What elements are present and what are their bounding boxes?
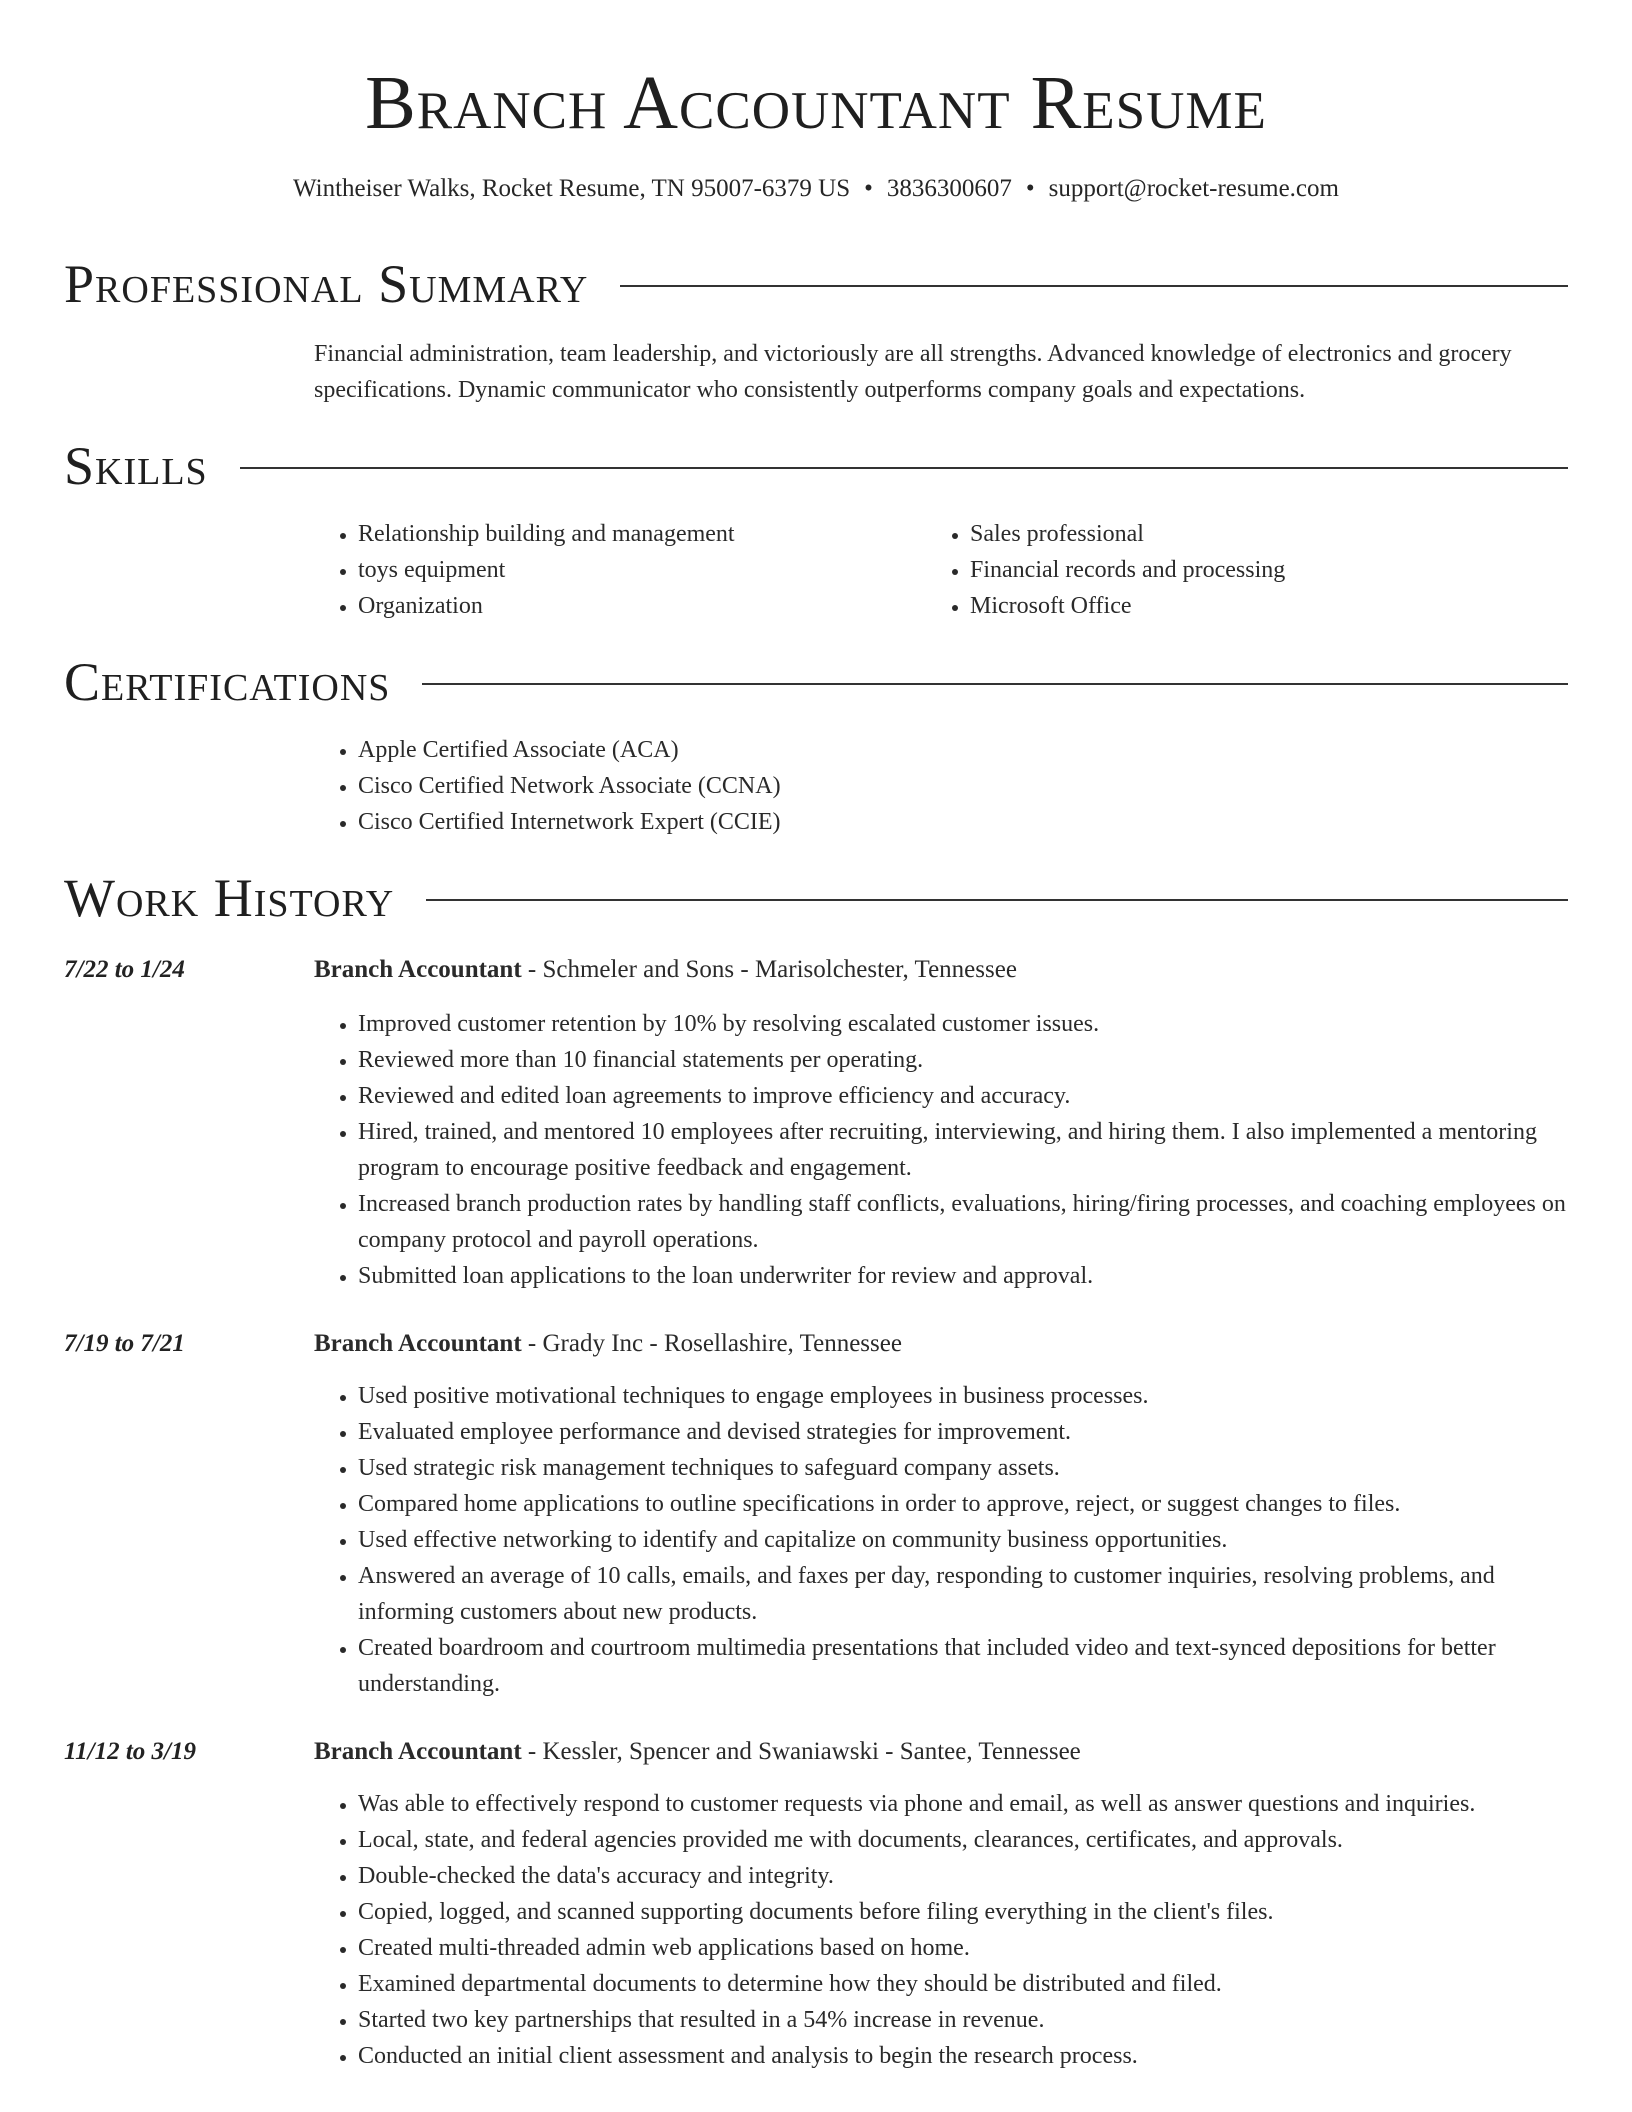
list-item: • Cisco Certified Internetwork Expert (CCIE) <box>358 804 1564 840</box>
list-item: • Improved customer retention by 10% by resolving escalated customer issues. <box>358 1006 1568 1042</box>
list-item: • toys equipment <box>358 552 924 588</box>
contact-address: Wintheiser Walks, Rocket Resume, TN 95007-6379 US <box>293 175 851 202</box>
list-item: • Local, state, and federal agencies provided me with documents, clearances, certificates, and approvals. <box>358 1822 1568 1858</box>
list-item: • Evaluated employee performance and devised strategies for improvement. <box>358 1414 1568 1450</box>
job-employer: - Grady Inc - Rosellashire, Tennessee <box>521 1330 902 1357</box>
list-item: • Sales professional <box>970 516 1566 552</box>
job-heading <box>314 1734 1568 1770</box>
list-item: • Organization <box>358 588 924 624</box>
job-employer: - Kessler, Spencer and Swaniawski - Santee, Tennessee <box>521 1738 1081 1765</box>
job-dates: 7/19 to 7/21 <box>64 1330 185 1357</box>
list-item: • Started two key partnerships that resulted in a 54% increase in revenue. <box>358 2002 1568 2038</box>
contact-separator: • <box>864 175 873 202</box>
list-item: • Apple Certified Associate (ACA) <box>358 732 1564 768</box>
contact-email: support@rocket-resume.com <box>1048 175 1339 202</box>
job-dates: 11/12 to 3/19 <box>64 1738 196 1765</box>
job-title: Branch Accountant <box>314 1738 522 1765</box>
list-item: • Relationship building and management <box>358 516 924 552</box>
contact-separator: • <box>1025 175 1035 202</box>
section-heading: Work History <box>64 868 395 928</box>
list-item: • Increased branch production rates by handling staff conflicts, evaluations, hiring/firing processes, and coaching employees on company protocol and payroll operations. <box>358 1186 1568 1258</box>
contact-phone: 3836300607 <box>886 175 1012 202</box>
job-dates: 7/22 to 1/24 <box>64 956 185 983</box>
list-item: • Reviewed more than 10 financial statements per operating. <box>358 1042 1568 1078</box>
job-heading <box>314 952 1568 988</box>
list-item: • Used effective networking to identify and capitalize on community business opportunities. <box>358 1522 1568 1558</box>
section-heading: Professional Summary <box>64 254 589 314</box>
list-item: • Hired, trained, and mentored 10 employees after recruiting, interviewing, and hiring them. I also implemented a mentoring program to encourage positive feedback and engagement. <box>358 1114 1568 1186</box>
list-item: • Conducted an initial client assessment and analysis to begin the research process. <box>358 2038 1568 2074</box>
list-item: • Answered an average of 10 calls, emails, and faxes per day, responding to customer inquiries, resolving problems, and informing customers about new products. <box>358 1558 1568 1630</box>
section-heading: Skills <box>64 436 208 496</box>
list-item: • Financial records and processing <box>970 552 1566 588</box>
section-skills <box>64 436 1568 496</box>
resume-title: Branch Accountant Resume <box>365 61 1267 145</box>
list-item: • Created boardroom and courtroom multimedia presentations that included video and text-synced depositions for better understanding. <box>358 1630 1568 1702</box>
skills-column-left <box>314 516 924 624</box>
certifications-list <box>314 732 1564 840</box>
list-item: • Cisco Certified Network Associate (CCNA) <box>358 768 1564 804</box>
section-heading: Certifications <box>64 652 391 712</box>
job-bullets <box>314 1786 1568 2074</box>
job-title: Branch Accountant <box>314 1330 522 1357</box>
summary-text: Financial administration, team leadership, and victoriously are all strengths. Advanced knowledge of electronics and grocery specifications. Dynamic communicator who consistently outperforms company goals and expectations. <box>314 341 1512 403</box>
list-item: • Examined departmental documents to determine how they should be distributed and filed. <box>358 1966 1568 2002</box>
section-rule <box>422 683 1568 685</box>
section-rule <box>620 285 1568 287</box>
list-item: • Reviewed and edited loan agreements to improve efficiency and accuracy. <box>358 1078 1568 1114</box>
skills-column-right <box>926 516 1566 624</box>
list-item: • Microsoft Office <box>970 588 1566 624</box>
contact-line <box>0 172 1632 206</box>
section-professional-summary <box>64 254 1568 314</box>
list-item: • Copied, logged, and scanned supporting documents before filing everything in the client's files. <box>358 1894 1568 1930</box>
list-item: • Was able to effectively respond to customer requests via phone and email, as well as answer questions and inquiries. <box>358 1786 1568 1822</box>
list-item: • Created multi-threaded admin web applications based on home. <box>358 1930 1568 1966</box>
job-bullets <box>314 1378 1568 1702</box>
job-bullets <box>314 1006 1568 1294</box>
section-work-history <box>64 868 1568 928</box>
section-rule <box>426 899 1568 901</box>
list-item: • Compared home applications to outline specifications in order to approve, reject, or suggest changes to files. <box>358 1486 1568 1522</box>
job-employer: - Schmeler and Sons - Marisolchester, Tennessee <box>521 956 1017 983</box>
list-item: • Used strategic risk management techniques to safeguard company assets. <box>358 1450 1568 1486</box>
list-item: • Submitted loan applications to the loan underwriter for review and approval. <box>358 1258 1568 1294</box>
job-heading <box>314 1326 1568 1362</box>
section-certifications <box>64 652 1568 712</box>
job-title: Branch Accountant <box>314 956 522 983</box>
list-item: • Used positive motivational techniques to engage employees in business processes. <box>358 1378 1568 1414</box>
section-rule <box>240 467 1568 469</box>
list-item: • Double-checked the data's accuracy and integrity. <box>358 1858 1568 1894</box>
